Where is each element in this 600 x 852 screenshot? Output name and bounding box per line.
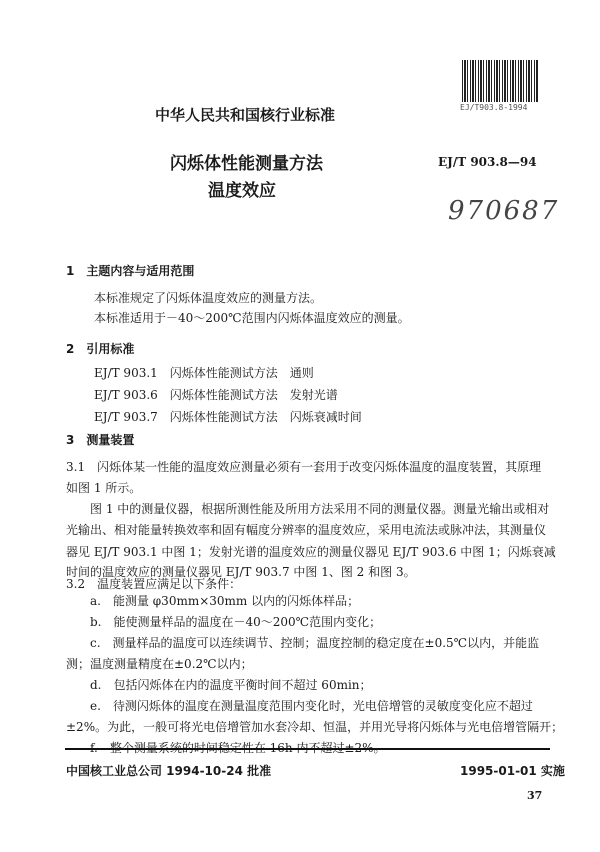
effective-date: 1995-01-01 实施 xyxy=(460,764,565,778)
section-3-line: 图 1 中的测量仪器，根据所测性能及所用方法采用不同的测量仪器。测量光输出或相对 xyxy=(66,502,550,516)
section-3-line: 如图 1 所示。 xyxy=(66,481,142,495)
approval-date: 中国核工业总公司 1994-10-24 批准 xyxy=(66,764,272,778)
document-title: 闪烁体性能测量方法 xyxy=(170,154,323,174)
page-number: 37 xyxy=(527,789,543,802)
section-3-line: 3.1 闪烁体某一性能的温度效应测量必须有一套用于改变闪烁体温度的温度装置，其原理 xyxy=(66,460,542,474)
document-subtitle: 温度效应 xyxy=(208,181,276,201)
footer-rule xyxy=(65,748,550,750)
section-3-line: b. 能使测量样品的温度在－40～200℃范围内变化； xyxy=(66,615,382,629)
barcode xyxy=(462,60,538,102)
section-2-title: 2 引用标准 xyxy=(66,342,135,356)
section-3-line: 3.2 温度装置应满足以下条件： xyxy=(66,577,242,591)
section-3-line: 时间的温度效应的测量仪器见 EJ/T 903.7 中图 1、图 2 和图 3。 xyxy=(66,565,416,579)
section-1-title: 1 主题内容与适用范围 xyxy=(66,264,195,278)
section-3-line: d. 包括闪烁体在内的温度平衡时间不超过 60min； xyxy=(66,678,372,692)
section-3-line: 光输出、相对能量转换效率和固有幅度分辨率的温度效应，采用电流法或脉冲法，其测量仪 xyxy=(66,523,547,537)
section-3-line: e. 待测闪烁体的温度在测量温度范围内变化时，光电倍增管的灵敏度变化应不超过 xyxy=(66,699,533,713)
barcode-label: EJ/T903.8-1994 xyxy=(460,103,528,112)
section-3-line: ±2%。为此，一般可将光电倍增管加水套冷却、恒温，并用光导将闪烁体与光电倍增管隔开； xyxy=(66,720,564,734)
header: 中华人民共和国核行业标准 xyxy=(155,106,336,124)
handwritten-number: 970687 xyxy=(448,196,560,226)
section-3-line: a. 能测量 φ30mm×30mm 以内的闪烁体样品； xyxy=(66,594,360,608)
reference-item: EJ/T 903.6 闪烁体性能测试方法 发射光谱 xyxy=(94,388,338,402)
reference-item: EJ/T 903.1 闪烁体性能测试方法 通则 xyxy=(94,366,314,380)
section-3-line: c. 测量样品的温度可以连续调节、控制；温度控制的稳定度在±0.5℃以内，并能监 xyxy=(66,636,540,650)
section-3-line: 器见 EJ/T 903.1 中图 1；发射光谱的温度效应的测量仪器见 EJ/T 903.6 中图 1；闪烁衰减 xyxy=(66,545,556,559)
section-1-text: 本标准适用于－40～200℃范围内闪烁体温度效应的测量。 xyxy=(94,311,410,325)
standard-number: EJ/T 903.8—94 xyxy=(438,155,537,169)
reference-item: EJ/T 903.7 闪烁体性能测试方法 闪烁衰减时间 xyxy=(94,410,362,424)
section-3-title: 3 测量装置 xyxy=(66,433,135,447)
section-3-line: 测；温度测量精度在±0.2℃以内； xyxy=(66,657,253,671)
section-1-text: 本标准规定了闪烁体温度效应的测量方法。 xyxy=(94,291,323,305)
